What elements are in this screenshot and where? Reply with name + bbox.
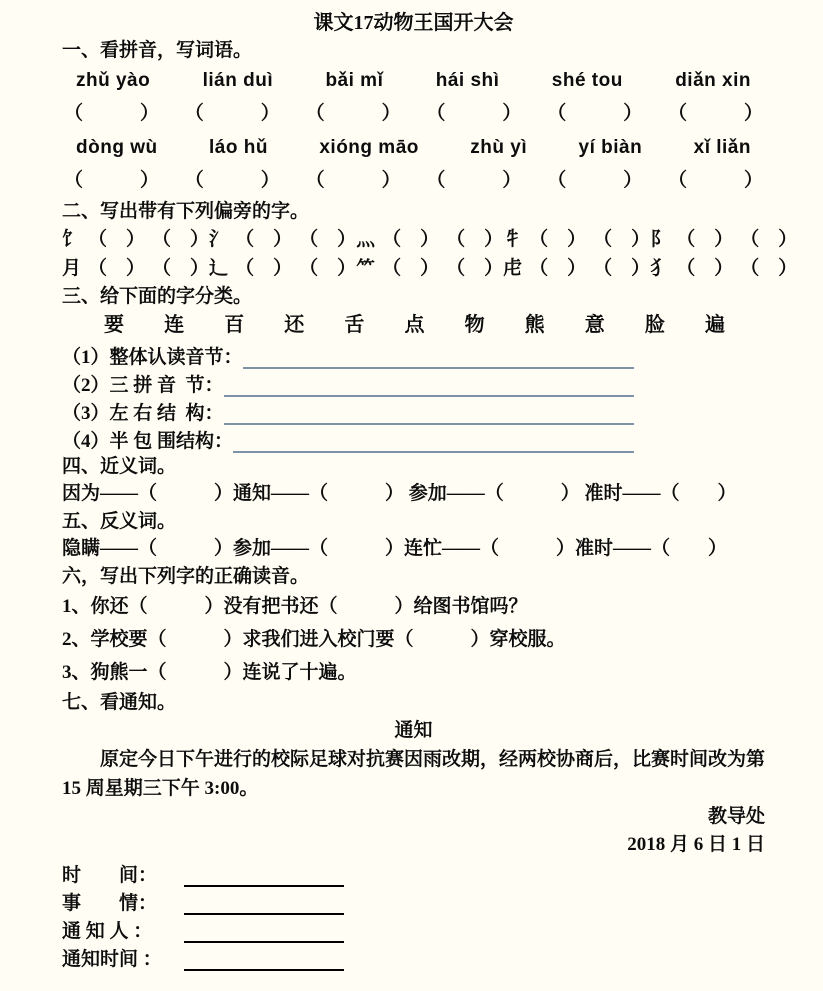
classify-answer-blank[interactable] [224,373,634,397]
classify-answer-blank[interactable] [243,345,634,369]
answer-parens[interactable]: （ ） [382,258,440,279]
answer-parens[interactable]: （ ） [740,229,798,250]
pinyin-word: bǎi mǐ [325,70,384,91]
answer-parens[interactable]: （ ） [426,170,522,191]
pinyin-word: zhù yì [470,137,528,158]
classify-char: 还 [284,314,305,336]
classify-label: （3）左 右 结 构： [62,403,224,424]
answer-parens[interactable]: （ ） [305,103,401,124]
fill-item-notifier [62,915,765,943]
fill-answer-blank[interactable] [184,949,344,971]
pinyin-word: hái shì [435,70,500,91]
classify-char: 熊 [524,314,545,336]
antonym-line: 隐瞒——（ ）参加——（ ）连忙——（ ）准时——（ ） [62,538,728,559]
answer-parens[interactable]: （ ） [547,103,643,124]
radical: 饣 [62,229,82,250]
radical-row-2 [62,254,798,283]
section-1-heading: 一、看拼音，写词语。 [62,40,253,61]
classify-char: 意 [584,314,605,336]
radical-group [62,254,209,283]
answer-paren-row [62,97,765,131]
radical-group [209,254,356,283]
answer-paren-row [62,164,765,198]
notice-date: 2018 月 6 日 1 日 [627,834,765,855]
answer-parens[interactable]: （ ） [305,170,401,191]
radical-group [356,254,503,283]
answer-parens[interactable]: （ ） [382,229,440,250]
radical-group [503,225,650,254]
radical-group [503,254,650,283]
pronunciation-line: 2、学校要（ ）求我们进入校门要（ ）穿校服。 [62,629,566,650]
answer-parens[interactable]: （ ） [667,103,763,124]
answer-parens[interactable]: （ ） [235,258,293,279]
pinyin-word: shé tou [551,70,623,91]
notice-title: 通知 [394,720,433,741]
section-7-heading: 七、看通知。 [62,692,177,713]
radical-group [209,225,356,254]
answer-parens[interactable]: （ ） [299,258,357,279]
classify-item [62,369,634,397]
notice-signer: 教导处 [707,806,765,827]
radical: 犭 [650,258,670,279]
radical: 氵 [209,229,229,250]
pinyin-word: dòng wù [76,137,158,158]
pinyin-word: zhǔ yào [76,70,151,91]
fill-answer-blank[interactable] [184,921,344,943]
section-2-heading: 二、写出带有下列偏旁的字。 [62,201,310,222]
answer-parens[interactable]: （ ） [446,229,504,250]
pinyin-row-2 [62,131,765,164]
radical-group [356,225,503,254]
answer-parens[interactable]: （ ） [593,258,651,279]
pronunciation-line: 1、你还（ ）没有把书还（ ）给图书馆吗？ [62,596,528,617]
notice-body: 原定今日下午进行的校际足球对抗赛因雨改期，经两校协商后，比赛时间改为第 15 周星期三下午 3:00。 [62,749,766,799]
radical: 辶 [209,258,229,279]
answer-parens[interactable]: （ ） [235,229,293,250]
answer-parens[interactable]: （ ） [88,229,146,250]
classify-char: 脸 [644,314,665,336]
answer-parens[interactable]: （ ） [184,170,280,191]
fill-answer-blank[interactable] [184,893,344,915]
answer-parens[interactable]: （ ） [446,258,504,279]
pinyin-word: xǐ liǎn [693,137,751,158]
classify-item [62,397,634,425]
answer-parens[interactable]: （ ） [529,258,587,279]
radical: 阝 [650,229,670,250]
classify-answer-blank[interactable] [224,401,634,425]
fill-item-notify-time [62,943,765,971]
answer-parens[interactable]: （ ） [676,258,734,279]
section-6-heading: 六，写出下列字的正确读音。 [62,566,310,587]
pinyin-word: yí biàn [578,137,643,158]
worksheet-title: 课文17动物王国开大会 [313,12,514,34]
answer-parens[interactable]: （ ） [152,258,210,279]
classify-item [62,425,634,453]
radical: 灬 [356,229,376,250]
classify-label: （4）半 包 围结构： [62,431,234,452]
answer-parens[interactable]: （ ） [740,258,798,279]
fill-label: 通 知 人 ： [62,921,153,942]
radical-group [650,225,797,254]
answer-parens[interactable]: （ ） [64,170,160,191]
radical: ⺮ [356,258,376,279]
fill-item-event [62,887,765,915]
fill-label: 时 间： [62,865,158,886]
answer-parens[interactable]: （ ） [184,103,280,124]
answer-parens[interactable]: （ ） [88,258,146,279]
answer-parens[interactable]: （ ） [529,229,587,250]
answer-parens[interactable]: （ ） [667,170,763,191]
classify-label: （1）整体认读音节： [62,347,243,368]
pinyin-row-1 [62,64,765,97]
classify-char: 点 [404,314,425,336]
answer-parens[interactable]: （ ） [152,229,210,250]
answer-parens[interactable]: （ ） [547,170,643,191]
radical-row-1 [62,225,798,254]
classify-char: 物 [464,314,485,336]
section-5-heading: 五、反义词。 [62,511,177,532]
radical-group [650,254,797,283]
classify-char: 连 [164,314,185,336]
classify-label: （2）三 拼 音 节： [62,375,224,396]
synonym-line: 因为——（ ）通知——（ ） 参加——（ ） 准时——（ ） [62,483,737,504]
classify-char: 遍 [704,314,725,336]
answer-parens[interactable]: （ ） [593,229,651,250]
classify-item [62,341,634,369]
answer-parens[interactable]: （ ） [64,103,160,124]
pinyin-word: diǎn xin [675,70,751,91]
answer-parens[interactable]: （ ） [426,103,522,124]
classify-chars-row [62,310,765,341]
fill-label: 事 情： [62,893,158,914]
radical: 月 [62,258,82,279]
fill-answer-blank[interactable] [184,865,344,887]
radical: 牜 [503,229,523,250]
section-3-heading: 三、给下面的字分类。 [62,286,253,307]
radical-group [62,225,209,254]
pinyin-word: xióng māo [319,137,419,158]
answer-parens[interactable]: （ ） [676,229,734,250]
answer-parens[interactable]: （ ） [299,229,357,250]
fill-item-time [62,859,765,887]
pinyin-word: láo hǔ [209,137,268,158]
classify-char: 百 [224,314,245,336]
classify-answer-blank[interactable] [233,429,634,453]
fill-label: 通知时间 ： [62,949,162,970]
classify-char: 要 [104,314,124,336]
classify-char: 舌 [344,314,365,336]
pronunciation-line: 3、狗熊一（ ）连说了十遍。 [62,662,357,683]
radical: 虍 [503,258,523,279]
pinyin-word: lián duì [202,70,274,91]
section-4-heading: 四、近义词。 [62,456,177,477]
